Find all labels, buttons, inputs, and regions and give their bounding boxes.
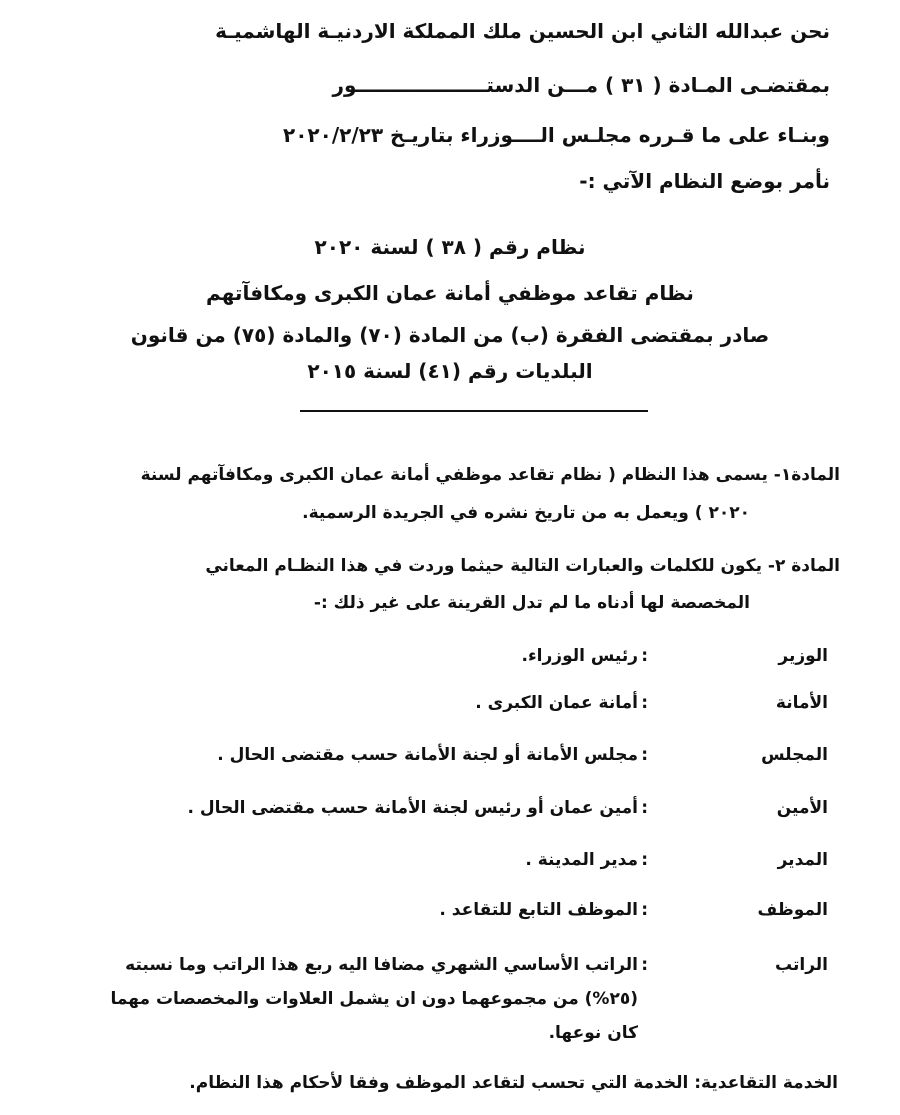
preamble-line-1: نحن عبدالله الثاني ابن الحسين ملك المملكة الاردنيـة الهاشميـة [215,19,830,43]
definition-term: الأمين [776,798,828,818]
definition-meaning: مجلس الأمانة أو لجنة الأمانة حسب مقتضى الحال . [217,745,638,765]
definition-term: المدير [777,850,828,870]
definition-meaning: أمانة عمان الكبرى . [475,693,638,713]
definition-meaning: رئيس الوزراء. [521,646,638,666]
title-divider [300,410,648,412]
definition-meaning: مدير المدينة . [525,850,638,870]
regulation-basis-line-2: البلديات رقم (٤١) لسنة ٢٠١٥ [307,359,593,383]
preamble-line-4: نأمر بوضع النظام الآتي :- [579,169,830,193]
definition-term: الراتب [775,955,828,975]
definition-term: الأمانة [775,693,828,713]
article-2-line-1: المادة ٢- يكون للكلمات والعبارات التالية حيثما وردت في هذا النظـام المعاني [205,556,840,576]
definition-term: الموظف [757,900,828,920]
regulation-name: نظام تقاعد موظفي أمانة عمان الكبرى ومكافآتهم [206,281,694,305]
definition-term: الوزير [778,646,828,666]
regulation-basis-line-1: صادر بمقتضى الفقرة (ب) من المادة (٧٠) والمادة (٧٥) من قانون [130,323,770,347]
definition-meaning: أمين عمان أو رئيس لجنة الأمانة حسب مقتضى الحال . [187,798,638,818]
retirement-service-definition: الخدمة التقاعدية: الخدمة التي تحسب لتقاعد الموظف وفقا لأحكام هذا النظام. [189,1073,838,1093]
definition-meaning: الموظف التابع للتقاعد . [439,900,638,920]
article-2-line-2: المخصصة لها أدناه ما لم تدل القرينة على غير ذلك :- [313,593,750,613]
article-1-line-2: ٢٠٢٠ ) ويعمل به من تاريخ نشره في الجريدة الرسمية. [302,503,750,523]
preamble-line-3: وبنـاء على ما قـرره مجلـس الــــوزراء بتاريـخ ٢٠٢٠/٢/٢٣ [282,123,830,147]
preamble-line-2: بمقتضـى المـادة ( ٣١ ) مـــن الدستـــــــــــــــــــور [332,73,830,97]
definition-term: المجلس [761,745,828,765]
article-1-line-1: المادة١- يسمى هذا النظام ( نظام تقاعد موظفي أمانة عمان الكبرى ومكافآتهم لسنة [140,465,840,485]
regulation-number: نظام رقم ( ٣٨ ) لسنة ٢٠٢٠ [314,235,586,259]
definition-meaning: الراتب الأساسي الشهري مضافا اليه ربع هذا الراتب وما نسبته (٢٥%) من مجموعهما دون ان يشمل العلاوات والمخصصات مهما كان نوعها. [110,955,638,1043]
